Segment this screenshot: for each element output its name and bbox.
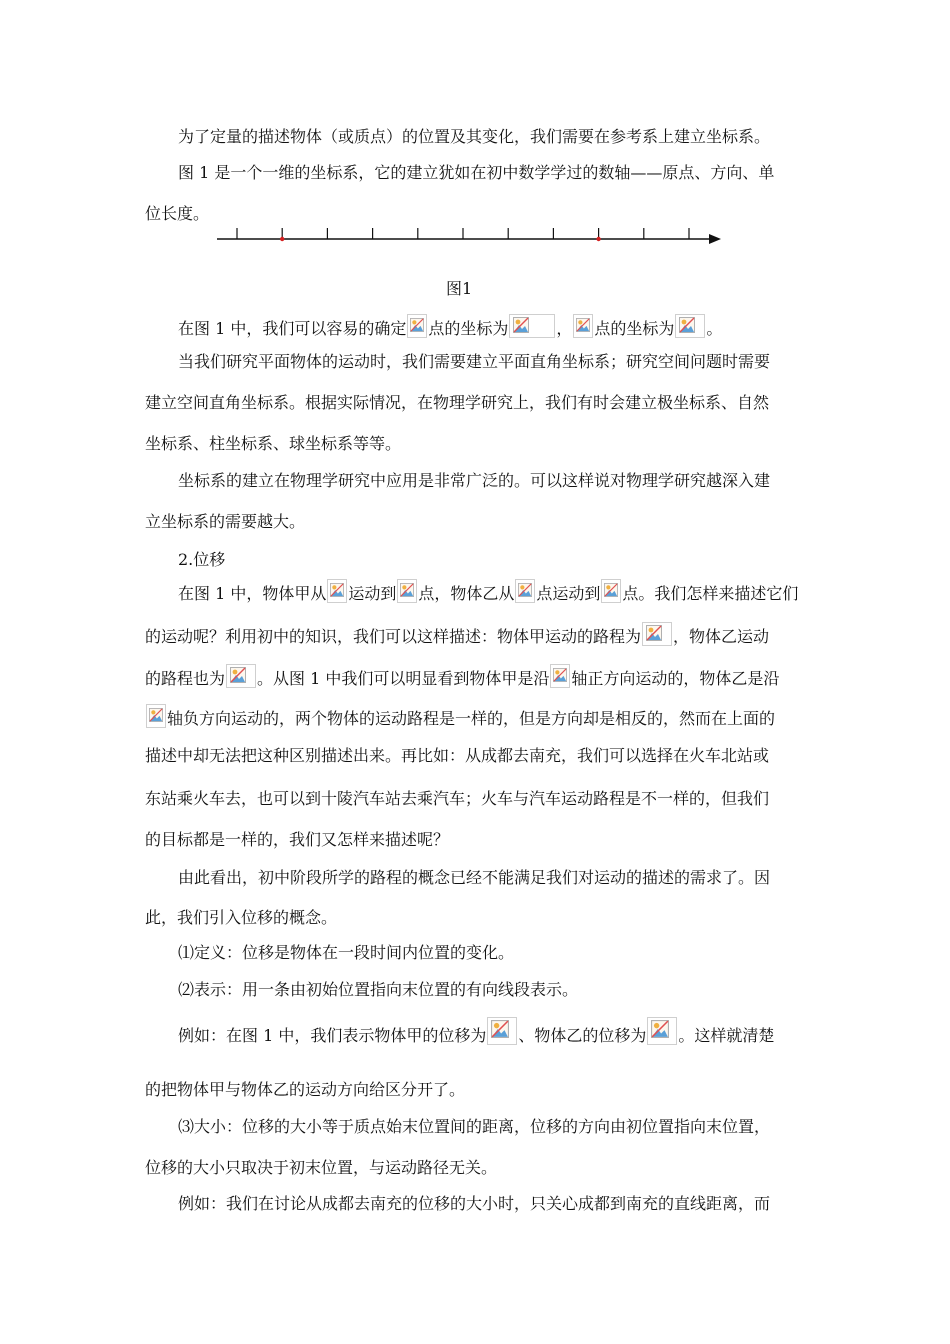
example-text: 例如：在图 1 中，我们表示物体甲的位移为 — [178, 1026, 487, 1045]
concept-line-1: 由此看出，初中阶段所学的路程的概念已经不能满足我们对运动的描述的需求了。因 — [178, 868, 771, 887]
intro-line-1: 为了定量的描述物体（或质点）的位置及其变化，我们需要在参考系上建立坐标系。 — [178, 127, 771, 146]
concept-line-2: 此，我们引入位移的概念。 — [145, 908, 338, 927]
section-2-heading: 2.位移 — [178, 550, 226, 569]
image-placeholder-icon — [573, 314, 593, 338]
image-placeholder-icon — [642, 622, 672, 646]
motion-text: 的路程也为 — [145, 669, 226, 688]
motion-text: 轴负方向运动的，两个物体的运动路程是一样的，但是方向却是相反的，然而在上面的 — [167, 709, 776, 728]
image-placeholder-icon — [509, 314, 555, 338]
image-placeholder-icon — [407, 314, 427, 338]
definition-line: ⑴定义：位移是物体在一段时间内位置的变化。 — [178, 943, 515, 962]
example-text: 、物体乙的位移为 — [518, 1026, 647, 1045]
motion-line-4 — [145, 704, 810, 729]
magnitude-line-1: ⑶大小：位移的大小等于质点始末位置间的距离，位移的方向由初位置指向末位置， — [178, 1117, 771, 1136]
example-text: 。这样就清楚 — [678, 1026, 775, 1045]
image-placeholder-icon — [146, 704, 166, 728]
axis-arrow — [709, 234, 721, 244]
intro-line-2: 图 1 是一个一维的坐标系，它的建立犹如在初中数学学过的数轴——原点、方向、单 — [178, 163, 775, 182]
image-placeholder-icon — [327, 579, 347, 603]
image-placeholder-icon — [550, 664, 570, 688]
image-placeholder-icon — [487, 1017, 517, 1045]
marked-point — [280, 237, 284, 241]
motion-text: 轴正方向运动的，物体乙是沿 — [571, 669, 780, 688]
image-placeholder-icon — [397, 579, 417, 603]
motion-text: ，物体乙运动 — [673, 627, 770, 646]
systems-line-1: 当我们研究平面物体的运动时，我们需要建立平面直角坐标系；研究空间问题时需要 — [178, 352, 771, 371]
image-placeholder-icon — [226, 664, 256, 688]
image-placeholder-icon — [647, 1017, 677, 1045]
motion-line-6: 东站乘火车去，也可以到十陵汽车站去乘汽车；火车与汽车运动路程是不一样的，但我们 — [145, 789, 770, 808]
application-line-1: 坐标系的建立在物理学研究中应用是非常广泛的。可以这样说对物理学研究越深入建 — [178, 471, 771, 490]
image-placeholder-icon — [515, 579, 535, 603]
example-2-line-1: 例如：我们在讨论从成都去南充的位移的大小时，只关心成都到南充的直线距离，而 — [178, 1194, 771, 1213]
example-1-line-2: 的把物体甲与物体乙的运动方向给区分开了。 — [145, 1080, 466, 1099]
systems-line-3: 坐标系、柱坐标系、球坐标系等等。 — [145, 434, 402, 453]
coord-text-4: 点的坐标为 — [594, 319, 675, 338]
example-1-line-1 — [178, 1017, 843, 1046]
number-line-figure — [215, 226, 725, 252]
systems-line-2: 建立空间直角坐标系。根据实际情况，在物理学研究上，我们有时会建立极坐标系、自然 — [145, 393, 770, 412]
motion-line-7: 的目标都是一样的，我们又怎样来描述呢？ — [145, 830, 450, 849]
coord-paragraph — [178, 314, 843, 339]
motion-line-3 — [145, 664, 810, 689]
motion-text: 点，物体乙从 — [418, 584, 515, 603]
motion-text: 。从图 1 中我们可以明显看到物体甲是沿 — [257, 669, 550, 688]
motion-line-1 — [178, 579, 843, 604]
intro-line-3: 位长度。 — [145, 204, 210, 223]
magnitude-line-2: 位移的大小只取决于初末位置，与运动路径无关。 — [145, 1158, 498, 1177]
figure-1-caption: 图1 — [446, 279, 473, 298]
coord-text-3: ， — [556, 319, 573, 338]
motion-line-2 — [145, 622, 810, 647]
coord-text-1: 在图 1 中，我们可以容易的确定 — [178, 319, 407, 338]
coord-text-2: 点的坐标为 — [428, 319, 509, 338]
motion-text: 点。我们怎样来描述它们 — [622, 584, 799, 603]
motion-text: 点运动到 — [536, 584, 601, 603]
coord-text-5: 。 — [706, 319, 723, 338]
representation-line: ⑵表示：用一条由初始位置指向末位置的有向线段表示。 — [178, 980, 579, 999]
image-placeholder-icon — [675, 314, 705, 338]
motion-text: 运动到 — [348, 584, 397, 603]
marked-point — [596, 237, 600, 241]
motion-line-5: 描述中却无法把这种区别描述出来。再比如：从成都去南充，我们可以选择在火车北站或 — [145, 746, 770, 765]
application-line-2: 立坐标系的需要越大。 — [145, 512, 306, 531]
image-placeholder-icon — [601, 579, 621, 603]
motion-text: 在图 1 中，物体甲从 — [178, 584, 327, 603]
motion-text: 的运动呢？利用初中的知识，我们可以这样描述：物体甲运动的路程为 — [145, 627, 642, 646]
